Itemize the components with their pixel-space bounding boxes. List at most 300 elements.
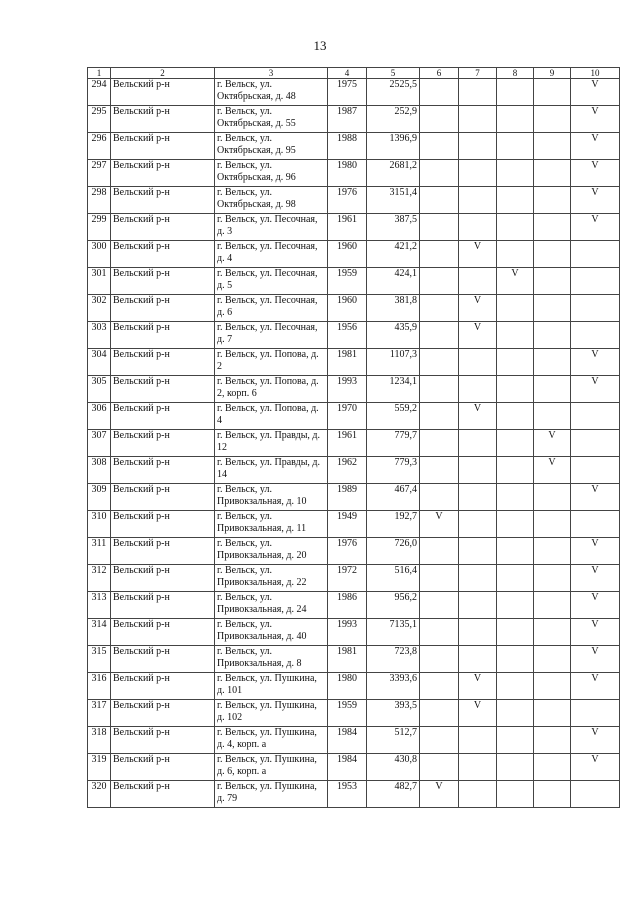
address-cell: г. Вельск, ул. Песочная, д. 5	[215, 268, 328, 295]
mark-col-6	[420, 727, 459, 754]
row-number: 310	[88, 511, 111, 538]
mark-col-10	[571, 241, 620, 268]
mark-col-7	[459, 79, 497, 106]
address-cell: г. Вельск, ул. Попова, д. 2	[215, 349, 328, 376]
mark-col-7	[459, 187, 497, 214]
area-cell: 2525,5	[367, 79, 420, 106]
address-cell: г. Вельск, ул. Пушкина, д. 102	[215, 700, 328, 727]
mark-col-10	[571, 700, 620, 727]
district-cell: Вельский р-н	[111, 538, 215, 565]
area-cell: 516,4	[367, 565, 420, 592]
mark-col-6	[420, 268, 459, 295]
column-header-8: 8	[497, 68, 534, 79]
area-cell: 421,2	[367, 241, 420, 268]
row-number: 318	[88, 727, 111, 754]
mark-col-8	[497, 727, 534, 754]
mark-col-10: V	[571, 106, 620, 133]
year-cell: 1960	[328, 295, 367, 322]
table-row	[88, 187, 620, 214]
year-cell: 1976	[328, 187, 367, 214]
area-cell: 3393,6	[367, 673, 420, 700]
mark-col-6	[420, 79, 459, 106]
area-cell: 726,0	[367, 538, 420, 565]
mark-col-9	[534, 349, 571, 376]
column-header-4: 4	[328, 68, 367, 79]
mark-col-10	[571, 511, 620, 538]
year-cell: 1980	[328, 673, 367, 700]
housing-register-table	[87, 67, 620, 808]
mark-col-9	[534, 376, 571, 403]
row-number: 302	[88, 295, 111, 322]
year-cell: 1972	[328, 565, 367, 592]
mark-col-10: V	[571, 754, 620, 781]
area-cell: 779,3	[367, 457, 420, 484]
mark-col-7: V	[459, 700, 497, 727]
mark-col-9	[534, 484, 571, 511]
column-header-5: 5	[367, 68, 420, 79]
column-header-3: 3	[215, 68, 328, 79]
mark-col-9	[534, 565, 571, 592]
mark-col-10	[571, 781, 620, 808]
row-number: 305	[88, 376, 111, 403]
address-cell: г. Вельск, ул. Пушкина, д. 79	[215, 781, 328, 808]
area-cell: 1396,9	[367, 133, 420, 160]
district-cell: Вельский р-н	[111, 79, 215, 106]
address-cell: г. Вельск, ул. Октябрьская, д. 55	[215, 106, 328, 133]
table-row	[88, 295, 620, 322]
mark-col-6	[420, 646, 459, 673]
table-row	[88, 673, 620, 700]
district-cell: Вельский р-н	[111, 268, 215, 295]
mark-col-7: V	[459, 673, 497, 700]
mark-col-9	[534, 106, 571, 133]
year-cell: 1981	[328, 646, 367, 673]
mark-col-8	[497, 457, 534, 484]
address-cell: г. Вельск, ул. Пушкина, д. 4, корп. а	[215, 727, 328, 754]
year-cell: 1988	[328, 133, 367, 160]
district-cell: Вельский р-н	[111, 592, 215, 619]
mark-col-6	[420, 187, 459, 214]
year-cell: 1959	[328, 268, 367, 295]
mark-col-10: V	[571, 727, 620, 754]
year-cell: 1984	[328, 727, 367, 754]
table-row	[88, 619, 620, 646]
year-cell: 1962	[328, 457, 367, 484]
mark-col-9	[534, 268, 571, 295]
mark-col-9	[534, 727, 571, 754]
year-cell: 1980	[328, 160, 367, 187]
mark-col-6	[420, 484, 459, 511]
row-number: 296	[88, 133, 111, 160]
area-cell: 7135,1	[367, 619, 420, 646]
mark-col-7	[459, 133, 497, 160]
mark-col-6	[420, 457, 459, 484]
mark-col-9	[534, 187, 571, 214]
mark-col-7	[459, 484, 497, 511]
area-cell: 779,7	[367, 430, 420, 457]
mark-col-6	[420, 160, 459, 187]
year-cell: 1956	[328, 322, 367, 349]
table-row	[88, 457, 620, 484]
mark-col-6	[420, 673, 459, 700]
mark-col-8	[497, 295, 534, 322]
mark-col-9	[534, 322, 571, 349]
mark-col-6	[420, 619, 459, 646]
mark-col-8	[497, 349, 534, 376]
year-cell: 1970	[328, 403, 367, 430]
mark-col-9	[534, 295, 571, 322]
table-row	[88, 349, 620, 376]
row-number: 303	[88, 322, 111, 349]
area-cell: 387,5	[367, 214, 420, 241]
mark-col-7	[459, 646, 497, 673]
mark-col-9	[534, 700, 571, 727]
address-cell: г. Вельск, ул. Привокзальная, д. 24	[215, 592, 328, 619]
table-row	[88, 430, 620, 457]
row-number: 320	[88, 781, 111, 808]
address-cell: г. Вельск, ул. Попова, д. 2, корп. 6	[215, 376, 328, 403]
table-body	[88, 79, 620, 808]
district-cell: Вельский р-н	[111, 565, 215, 592]
mark-col-8	[497, 700, 534, 727]
mark-col-7: V	[459, 241, 497, 268]
mark-col-7	[459, 376, 497, 403]
district-cell: Вельский р-н	[111, 322, 215, 349]
mark-col-8	[497, 754, 534, 781]
address-cell: г. Вельск, ул. Привокзальная, д. 22	[215, 565, 328, 592]
table-row	[88, 727, 620, 754]
address-cell: г. Вельск, ул. Правды, д. 14	[215, 457, 328, 484]
district-cell: Вельский р-н	[111, 781, 215, 808]
table-row	[88, 106, 620, 133]
row-number: 315	[88, 646, 111, 673]
mark-col-8	[497, 511, 534, 538]
table-row	[88, 511, 620, 538]
district-cell: Вельский р-н	[111, 646, 215, 673]
mark-col-7: V	[459, 403, 497, 430]
mark-col-10: V	[571, 376, 620, 403]
area-cell: 956,2	[367, 592, 420, 619]
table-row	[88, 322, 620, 349]
mark-col-10	[571, 322, 620, 349]
row-number: 307	[88, 430, 111, 457]
mark-col-8	[497, 403, 534, 430]
area-cell: 192,7	[367, 511, 420, 538]
mark-col-10: V	[571, 349, 620, 376]
mark-col-6	[420, 214, 459, 241]
column-header-2: 2	[111, 68, 215, 79]
area-cell: 381,8	[367, 295, 420, 322]
mark-col-6	[420, 538, 459, 565]
mark-col-9	[534, 214, 571, 241]
year-cell: 1949	[328, 511, 367, 538]
address-cell: г. Вельск, ул. Песочная, д. 7	[215, 322, 328, 349]
year-cell: 1960	[328, 241, 367, 268]
address-cell: г. Вельск, ул. Привокзальная, д. 40	[215, 619, 328, 646]
mark-col-9: V	[534, 430, 571, 457]
row-number: 311	[88, 538, 111, 565]
mark-col-7	[459, 727, 497, 754]
address-cell: г. Вельск, ул. Песочная, д. 4	[215, 241, 328, 268]
mark-col-6	[420, 565, 459, 592]
mark-col-9	[534, 619, 571, 646]
address-cell: г. Вельск, ул. Октябрьская, д. 48	[215, 79, 328, 106]
mark-col-8	[497, 187, 534, 214]
table-row	[88, 538, 620, 565]
district-cell: Вельский р-н	[111, 457, 215, 484]
area-cell: 430,8	[367, 754, 420, 781]
table-row	[88, 403, 620, 430]
row-number: 300	[88, 241, 111, 268]
table-row	[88, 133, 620, 160]
address-cell: г. Вельск, ул. Песочная, д. 3	[215, 214, 328, 241]
year-cell: 1976	[328, 538, 367, 565]
mark-col-10: V	[571, 619, 620, 646]
mark-col-6	[420, 754, 459, 781]
district-cell: Вельский р-н	[111, 241, 215, 268]
row-number: 295	[88, 106, 111, 133]
area-cell: 482,7	[367, 781, 420, 808]
area-cell: 467,4	[367, 484, 420, 511]
mark-col-7	[459, 214, 497, 241]
area-cell: 435,9	[367, 322, 420, 349]
year-cell: 1993	[328, 619, 367, 646]
mark-col-8	[497, 565, 534, 592]
mark-col-8	[497, 619, 534, 646]
mark-col-8	[497, 430, 534, 457]
address-cell: г. Вельск, ул. Правды, д. 12	[215, 430, 328, 457]
mark-col-9	[534, 781, 571, 808]
mark-col-10: V	[571, 592, 620, 619]
year-cell: 1981	[328, 349, 367, 376]
district-cell: Вельский р-н	[111, 160, 215, 187]
district-cell: Вельский р-н	[111, 484, 215, 511]
district-cell: Вельский р-н	[111, 754, 215, 781]
mark-col-6	[420, 133, 459, 160]
row-number: 314	[88, 619, 111, 646]
mark-col-7: V	[459, 295, 497, 322]
district-cell: Вельский р-н	[111, 349, 215, 376]
year-cell: 1961	[328, 214, 367, 241]
mark-col-8	[497, 673, 534, 700]
row-number: 298	[88, 187, 111, 214]
mark-col-8	[497, 538, 534, 565]
column-header-1: 1	[88, 68, 111, 79]
mark-col-10: V	[571, 79, 620, 106]
address-cell: г. Вельск, ул. Октябрьская, д. 96	[215, 160, 328, 187]
row-number: 316	[88, 673, 111, 700]
mark-col-7	[459, 565, 497, 592]
mark-col-7	[459, 619, 497, 646]
mark-col-9	[534, 673, 571, 700]
mark-col-6	[420, 349, 459, 376]
mark-col-6	[420, 592, 459, 619]
table-row	[88, 592, 620, 619]
area-cell: 2681,2	[367, 160, 420, 187]
mark-col-10: V	[571, 673, 620, 700]
year-cell: 1993	[328, 376, 367, 403]
row-number: 309	[88, 484, 111, 511]
mark-col-10	[571, 295, 620, 322]
year-cell: 1989	[328, 484, 367, 511]
mark-col-10: V	[571, 646, 620, 673]
district-cell: Вельский р-н	[111, 376, 215, 403]
mark-col-10: V	[571, 133, 620, 160]
row-number: 304	[88, 349, 111, 376]
year-cell: 1987	[328, 106, 367, 133]
year-cell: 1986	[328, 592, 367, 619]
table-row	[88, 565, 620, 592]
year-cell: 1953	[328, 781, 367, 808]
mark-col-10: V	[571, 214, 620, 241]
address-cell: г. Вельск, ул. Октябрьская, д. 98	[215, 187, 328, 214]
district-cell: Вельский р-н	[111, 673, 215, 700]
mark-col-10: V	[571, 187, 620, 214]
column-header-9: 9	[534, 68, 571, 79]
address-cell: г. Вельск, ул. Пушкина, д. 101	[215, 673, 328, 700]
mark-col-9	[534, 592, 571, 619]
mark-col-9	[534, 754, 571, 781]
table-row	[88, 376, 620, 403]
mark-col-7	[459, 430, 497, 457]
district-cell: Вельский р-н	[111, 430, 215, 457]
address-cell: г. Вельск, ул. Привокзальная, д. 20	[215, 538, 328, 565]
address-cell: г. Вельск, ул. Привокзальная, д. 10	[215, 484, 328, 511]
address-cell: г. Вельск, ул. Привокзальная, д. 8	[215, 646, 328, 673]
mark-col-6: V	[420, 781, 459, 808]
mark-col-10	[571, 268, 620, 295]
mark-col-10: V	[571, 160, 620, 187]
address-cell: г. Вельск, ул. Привокзальная, д. 11	[215, 511, 328, 538]
year-cell: 1975	[328, 79, 367, 106]
mark-col-6	[420, 403, 459, 430]
address-cell: г. Вельск, ул. Песочная, д. 6	[215, 295, 328, 322]
mark-col-6	[420, 106, 459, 133]
mark-col-8	[497, 646, 534, 673]
year-cell: 1959	[328, 700, 367, 727]
table-row	[88, 781, 620, 808]
mark-col-10	[571, 403, 620, 430]
mark-col-8	[497, 781, 534, 808]
mark-col-9	[534, 511, 571, 538]
mark-col-7	[459, 538, 497, 565]
mark-col-10: V	[571, 484, 620, 511]
district-cell: Вельский р-н	[111, 727, 215, 754]
mark-col-7	[459, 511, 497, 538]
table-row	[88, 754, 620, 781]
mark-col-9	[534, 538, 571, 565]
mark-col-7	[459, 349, 497, 376]
mark-col-6	[420, 295, 459, 322]
row-number: 313	[88, 592, 111, 619]
area-cell: 723,8	[367, 646, 420, 673]
mark-col-7	[459, 160, 497, 187]
district-cell: Вельский р-н	[111, 700, 215, 727]
mark-col-8	[497, 79, 534, 106]
area-cell: 393,5	[367, 700, 420, 727]
area-cell: 1234,1	[367, 376, 420, 403]
area-cell: 512,7	[367, 727, 420, 754]
address-cell: г. Вельск, ул. Попова, д. 4	[215, 403, 328, 430]
row-number: 306	[88, 403, 111, 430]
mark-col-9	[534, 79, 571, 106]
column-header-10: 10	[571, 68, 620, 79]
row-number: 297	[88, 160, 111, 187]
mark-col-6: V	[420, 511, 459, 538]
area-cell: 252,9	[367, 106, 420, 133]
area-cell: 424,1	[367, 268, 420, 295]
row-number: 319	[88, 754, 111, 781]
mark-col-8	[497, 214, 534, 241]
district-cell: Вельский р-н	[111, 619, 215, 646]
mark-col-10: V	[571, 565, 620, 592]
table-row	[88, 214, 620, 241]
district-cell: Вельский р-н	[111, 295, 215, 322]
year-cell: 1961	[328, 430, 367, 457]
area-cell: 1107,3	[367, 349, 420, 376]
row-number: 299	[88, 214, 111, 241]
mark-col-7	[459, 754, 497, 781]
year-cell: 1984	[328, 754, 367, 781]
table-row	[88, 484, 620, 511]
mark-col-7	[459, 781, 497, 808]
mark-col-6	[420, 322, 459, 349]
area-cell: 3151,4	[367, 187, 420, 214]
row-number: 308	[88, 457, 111, 484]
mark-col-8	[497, 592, 534, 619]
mark-col-7	[459, 106, 497, 133]
table-row	[88, 160, 620, 187]
mark-col-7: V	[459, 322, 497, 349]
row-number: 317	[88, 700, 111, 727]
row-number: 294	[88, 79, 111, 106]
mark-col-8	[497, 133, 534, 160]
table-row	[88, 241, 620, 268]
table-row	[88, 646, 620, 673]
district-cell: Вельский р-н	[111, 187, 215, 214]
mark-col-10	[571, 457, 620, 484]
mark-col-9	[534, 133, 571, 160]
mark-col-10: V	[571, 538, 620, 565]
row-number: 312	[88, 565, 111, 592]
mark-col-7	[459, 457, 497, 484]
mark-col-8	[497, 376, 534, 403]
row-number: 301	[88, 268, 111, 295]
mark-col-8	[497, 484, 534, 511]
mark-col-6	[420, 430, 459, 457]
mark-col-8	[497, 241, 534, 268]
table-row	[88, 79, 620, 106]
mark-col-9	[534, 241, 571, 268]
district-cell: Вельский р-н	[111, 106, 215, 133]
mark-col-9	[534, 646, 571, 673]
mark-col-8: V	[497, 268, 534, 295]
table-row	[88, 700, 620, 727]
district-cell: Вельский р-н	[111, 403, 215, 430]
district-cell: Вельский р-н	[111, 511, 215, 538]
mark-col-10	[571, 430, 620, 457]
mark-col-6	[420, 376, 459, 403]
table-row	[88, 268, 620, 295]
mark-col-7	[459, 592, 497, 619]
mark-col-6	[420, 700, 459, 727]
mark-col-9: V	[534, 457, 571, 484]
mark-col-8	[497, 160, 534, 187]
address-cell: г. Вельск, ул. Октябрьская, д. 95	[215, 133, 328, 160]
column-header-6: 6	[420, 68, 459, 79]
area-cell: 559,2	[367, 403, 420, 430]
mark-col-6	[420, 241, 459, 268]
